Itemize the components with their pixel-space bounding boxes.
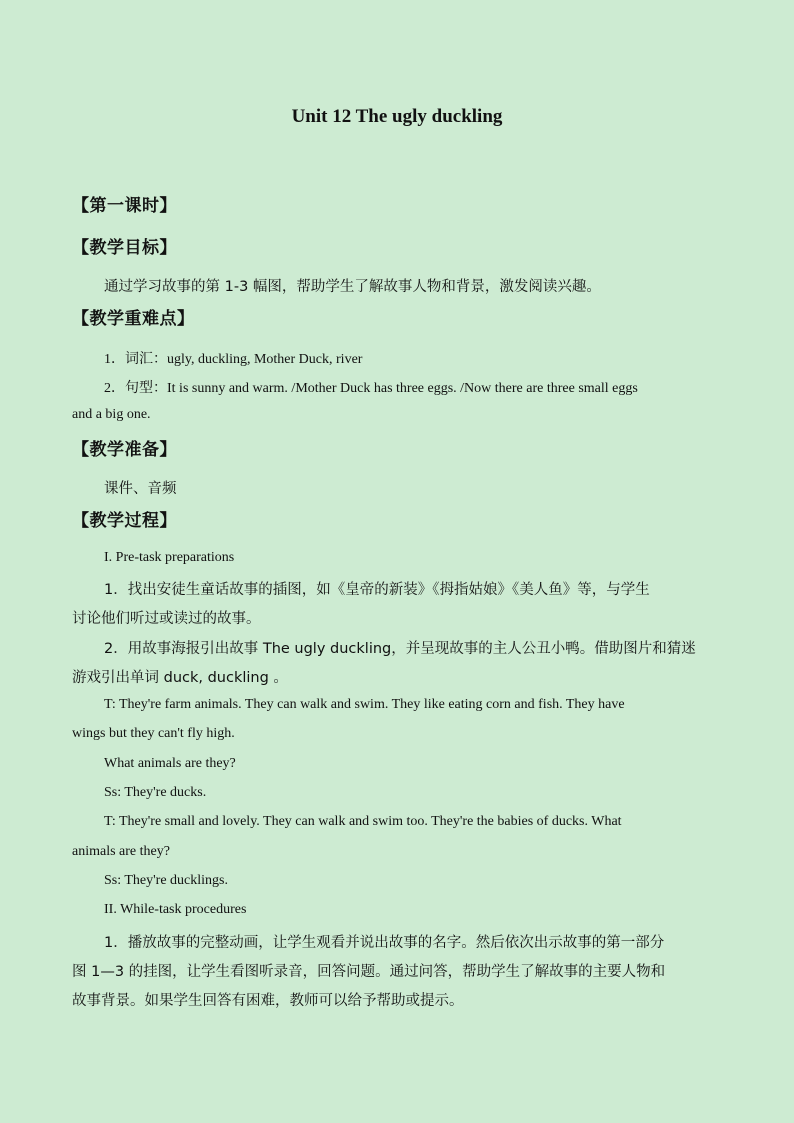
dialogue-teacher-2-line-1: T: They're small and lovely. They can walk and swim too. They're the babies of ducks. What	[104, 814, 622, 829]
key-points-vocab: 1．词汇：ugly, duckling, Mother Duck, river	[104, 352, 363, 367]
process-paragraph-2-line-1: 2．用故事海报引出故事 The ugly duckling，并呈现故事的主人公丑小鸭。借助图片和猜迷	[104, 641, 696, 657]
process-paragraph-1-line-1: 1．找出安徒生童话故事的插图，如《皇帝的新装》《拇指姑娘》《美人鱼》等，与学生	[104, 582, 650, 598]
process-paragraph-1-line-2: 讨论他们听过或读过的故事。	[72, 611, 261, 627]
heading-objectives: 【教学目标】	[72, 238, 177, 258]
preparation-text: 课件、音频	[104, 481, 177, 497]
dialogue-students-1: Ss: They're ducks.	[104, 785, 207, 800]
key-points-sentence-1: 2．句型：It is sunny and warm. /Mother Duck has three eggs. /Now there are three small eggs	[104, 381, 638, 396]
key-points-sentence-2: and a big one.	[72, 407, 151, 422]
heading-key-points: 【教学重难点】	[72, 309, 195, 329]
pre-task-heading: I. Pre-task preparations	[104, 550, 235, 565]
dialogue-teacher-1-line-1: T: They're farm animals. They can walk and swim. They like eating corn and fish. They have	[104, 697, 625, 712]
while-task-line-1: 1．播放故事的完整动画，让学生观看并说出故事的名字。然后依次出示故事的第一部分	[104, 935, 665, 951]
dialogue-teacher-2-line-2: animals are they?	[72, 844, 170, 859]
dialogue-teacher-1-line-3: What animals are they?	[104, 756, 236, 771]
dialogue-students-2: Ss: They're ducklings.	[104, 873, 228, 888]
while-task-heading: II. While-task procedures	[104, 902, 247, 917]
heading-lesson: 【第一课时】	[72, 196, 177, 216]
while-task-line-2: 图 1—3 的挂图，让学生看图听录音，回答问题。通过问答，帮助学生了解故事的主要人物和	[72, 964, 666, 980]
while-task-line-3: 故事背景。如果学生回答有困难，教师可以给予帮助或提示。	[72, 993, 464, 1009]
process-paragraph-2-line-2: 游戏引出单词 duck, duckling 。	[72, 670, 288, 686]
heading-preparation: 【教学准备】	[72, 440, 177, 460]
document-title: Unit 12 The ugly duckling	[291, 106, 503, 127]
objectives-text: 通过学习故事的第 1-3 幅图，帮助学生了解故事人物和背景，激发阅读兴趣。	[104, 279, 601, 295]
heading-process: 【教学过程】	[72, 511, 177, 531]
dialogue-teacher-1-line-2: wings but they can't fly high.	[72, 726, 235, 741]
